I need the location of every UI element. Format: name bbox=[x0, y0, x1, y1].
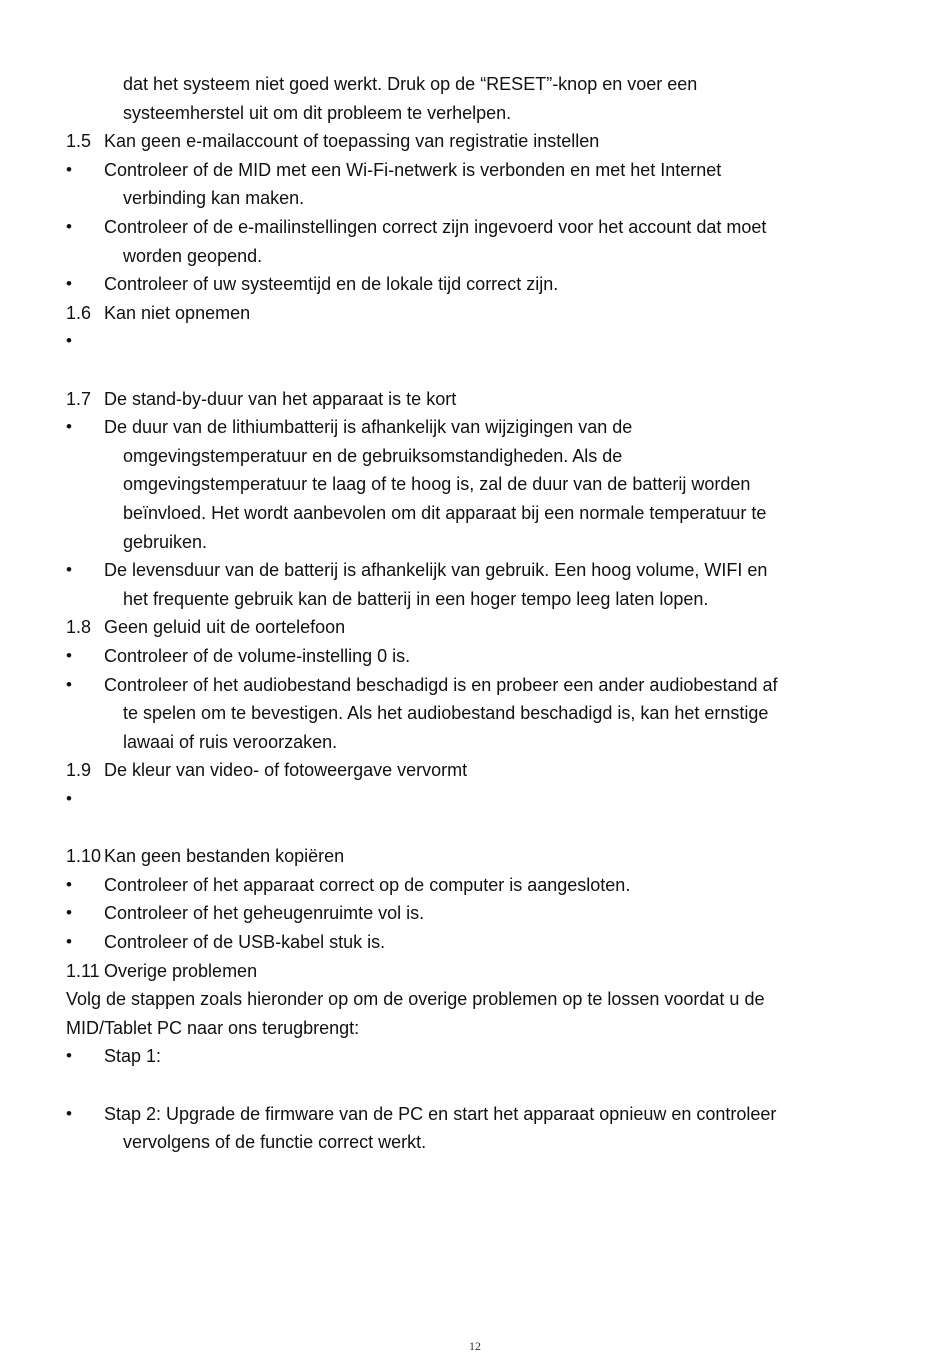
continuation-text: te spelen om te bevestigen. Als het audiobestand beschadigd is, kan het ernstige bbox=[123, 703, 769, 724]
continuation-text: het frequente gebruik kan de batterij in een hoger tempo leeg laten lopen. bbox=[123, 588, 709, 609]
section-title: Kan geen e-mailaccount of toepassing van registratie instellen bbox=[104, 131, 600, 152]
bullet-text: Controleer of uw systeemtijd en de lokale tijd correct zijn. bbox=[104, 274, 559, 295]
bullet-marker: • bbox=[66, 646, 72, 665]
paragraph-text: MID/Tablet PC naar ons terugbrengt: bbox=[66, 1017, 360, 1038]
section-title: Kan geen bestanden kopiëren bbox=[104, 846, 345, 867]
continuation-text: omgevingstemperatuur te laag of te hoog is, zal de duur van de batterij worden bbox=[123, 474, 751, 495]
continuation-text: vervolgens of de functie correct werkt. bbox=[123, 1132, 427, 1153]
bullet-text: Controleer of de MID met een Wi-Fi-netwerk is verbonden en met het Internet bbox=[104, 159, 722, 180]
bullet-marker: • bbox=[66, 932, 72, 951]
bullet-marker: • bbox=[66, 159, 72, 179]
bullet-marker: • bbox=[66, 874, 72, 894]
bullet-text: Controleer of het apparaat correct op de computer is aangesloten. bbox=[104, 874, 631, 895]
page-number: 12 bbox=[469, 1339, 481, 1353]
bullet-marker: • bbox=[66, 1103, 72, 1123]
section-number: 1.7 bbox=[66, 388, 92, 409]
bullet-text: Controleer of het audiobestand beschadigd is en probeer een ander audiobestand af bbox=[104, 674, 778, 695]
continuation-text: worden geopend. bbox=[123, 245, 263, 266]
continuation-text: systeemherstel uit om dit probleem te verhelpen. bbox=[123, 102, 512, 123]
bullet-marker: • bbox=[66, 417, 72, 437]
continuation-text: beïnvloed. Het wordt aanbevolen om dit apparaat bij een normale temperatuur te bbox=[123, 503, 767, 523]
paragraph-text: Volg de stappen zoals hieronder op om de overige problemen op te lossen voordat u de bbox=[66, 989, 765, 1010]
continuation-text: omgevingstemperatuur en de gebruiksomstandigheden. Als de bbox=[123, 445, 623, 466]
section-title: Geen geluid uit de oortelefoon bbox=[104, 617, 346, 638]
bullet-marker: • bbox=[66, 1046, 72, 1066]
section-number: 1.10 bbox=[66, 846, 102, 867]
bullet-text: Controleer of de volume-instelling 0 is. bbox=[104, 646, 411, 666]
bullet-marker: • bbox=[66, 789, 72, 808]
section-title: Kan niet opnemen bbox=[104, 302, 251, 323]
bullet-text: Controleer of het geheugenruimte vol is. bbox=[104, 903, 425, 924]
bullet-marker: • bbox=[66, 331, 72, 351]
bullet-marker: • bbox=[66, 274, 72, 294]
continuation-text: gebruiken. bbox=[123, 531, 208, 552]
section-number: 1.8 bbox=[66, 617, 92, 638]
bullet-marker: • bbox=[66, 560, 72, 580]
bullet-marker: • bbox=[66, 674, 72, 694]
section-title: De kleur van video- of fotoweergave vervormt bbox=[104, 760, 468, 781]
section-title: Overige problemen bbox=[104, 960, 258, 981]
bullet-text: De levensduur van de batterij is afhankelijk van gebruik. Een hoog volume, WIFI en bbox=[104, 560, 768, 581]
bullet-marker: • bbox=[66, 903, 72, 923]
bullet-text: Stap 2: Upgrade de firmware van de PC en start het apparaat opnieuw en controleer bbox=[104, 1103, 777, 1124]
section-number: 1.11 bbox=[66, 960, 100, 981]
bullet-marker: • bbox=[66, 217, 72, 236]
section-number: 1.6 bbox=[66, 302, 92, 323]
section-number: 1.5 bbox=[66, 131, 92, 152]
bullet-text: Controleer of de USB-kabel stuk is. bbox=[104, 932, 386, 952]
bullet-text: De duur van de lithiumbatterij is afhankelijk van wijzigingen van de bbox=[104, 417, 633, 438]
continuation-text: verbinding kan maken. bbox=[123, 188, 305, 209]
bullet-text: Controleer of de e-mailinstellingen correct zijn ingevoerd voor het account dat moet bbox=[104, 217, 767, 237]
continuation-text: dat het systeem niet goed werkt. Druk op de “RESET”-knop en voer een bbox=[123, 74, 698, 94]
bullet-text: Stap 1: bbox=[104, 1046, 162, 1067]
continuation-text: lawaai of ruis veroorzaken. bbox=[123, 731, 338, 752]
section-title: De stand-by-duur van het apparaat is te kort bbox=[104, 388, 457, 409]
section-number: 1.9 bbox=[66, 760, 92, 781]
